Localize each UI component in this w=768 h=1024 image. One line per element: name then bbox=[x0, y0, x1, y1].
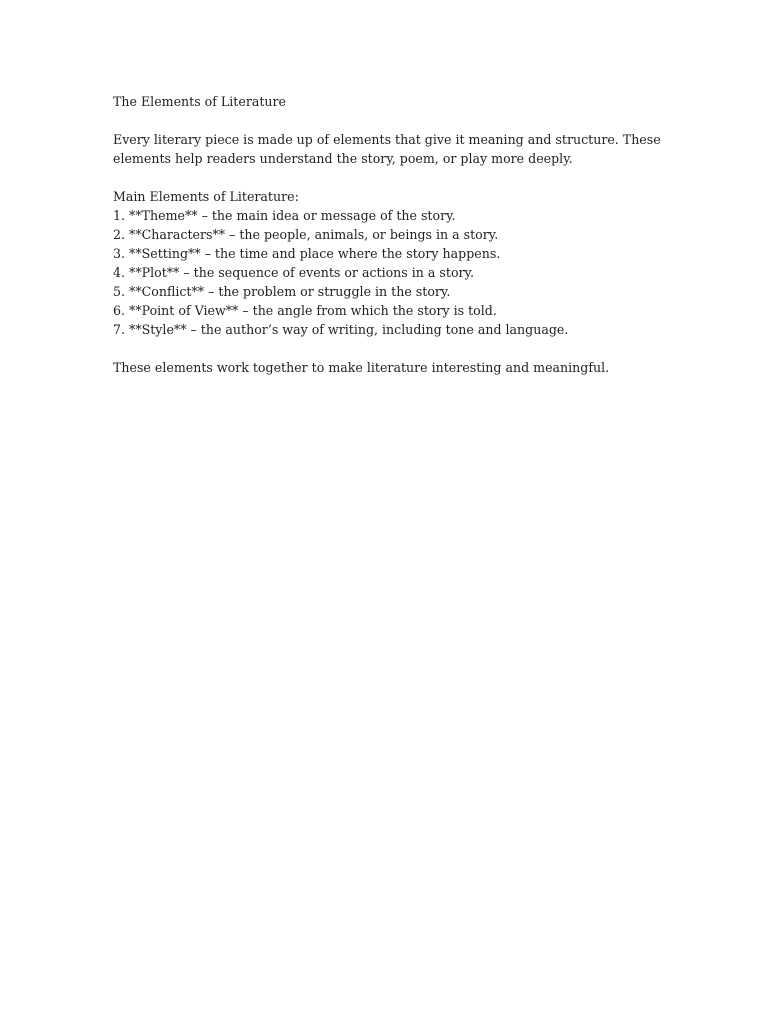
intro-paragraph: Every literary piece is made up of elements that give it meaning and structure. These elements help readers understand the story, poem, or play more deeply. bbox=[113, 132, 661, 166]
list-heading: Main Elements of Literature: bbox=[113, 189, 299, 204]
elements-list bbox=[113, 206, 673, 339]
list-item-style: 7. **Style** – the author’s way of writing, including tone and language. bbox=[113, 322, 569, 337]
list-item-point-of-view: 6. **Point of View** – the angle from which the story is told. bbox=[113, 303, 497, 318]
list-item-theme: 1. **Theme** – the main idea or message of the story. bbox=[113, 208, 456, 223]
list-item-characters: 2. **Characters** – the people, animals, or beings in a story. bbox=[113, 227, 499, 242]
conclusion-paragraph: These elements work together to make literature interesting and meaningful. bbox=[113, 360, 610, 375]
list-item-plot: 4. **Plot** – the sequence of events or actions in a story. bbox=[113, 265, 474, 280]
list-item-conflict: 5. **Conflict** – the problem or struggle in the story. bbox=[113, 284, 451, 299]
document-title: The Elements of Literature bbox=[113, 94, 286, 109]
document-body bbox=[113, 92, 673, 377]
list-item-setting: 3. **Setting** – the time and place where the story happens. bbox=[113, 246, 501, 261]
